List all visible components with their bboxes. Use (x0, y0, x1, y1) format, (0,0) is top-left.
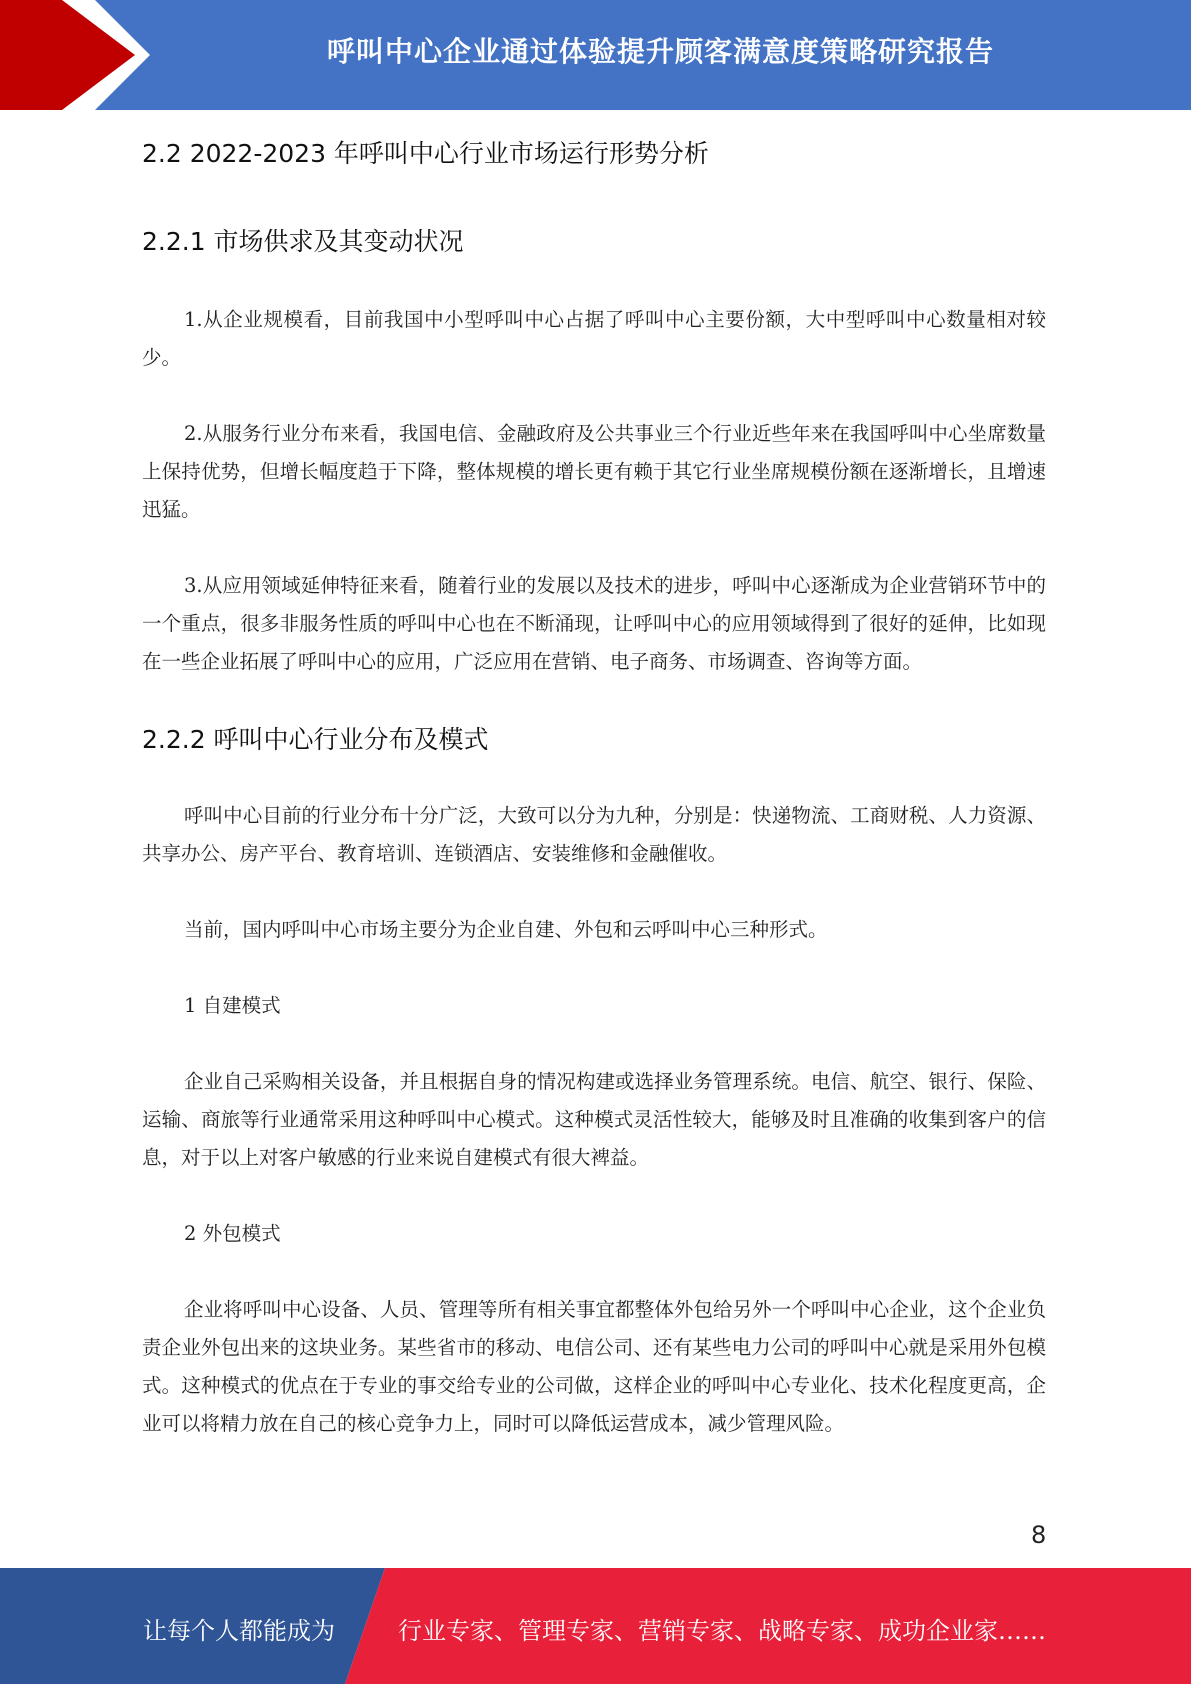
section-heading-2-2-1: 2.2.1 市场供求及其变动状况 (142, 227, 464, 256)
report-title: 呼叫中心企业通过体验提升顾客满意度策略研究报告 (326, 35, 994, 68)
paragraph: 企业将呼叫中心设备、人员、管理等所有相关事宜都整体外包给另外一个呼叫中心企业，这个企业负责企业外包出来的这块业务。某些省市的移动、电信公司、还有某些电力公司的呼叫中心就是采用外包模式。这种模式的优点在于专业的事交给专业的公司做，这样企业的呼叫中心专业化、技术化程度更高，企业可以将精力放在自己的核心竞争力上，同时可以降低运营成本，减少管理风险。 (142, 1298, 1046, 1435)
paragraph: 当前，国内呼叫中心市场主要分为企业自建、外包和云呼叫中心三种形式。 (184, 918, 828, 941)
paragraph: 3.从应用领域延伸特征来看，随着行业的发展以及技术的进步，呼叫中心逐渐成为企业营销环节中的一个重点，很多非服务性质的呼叫中心也在不断涌现，让呼叫中心的应用领域得到了很好的延伸，比如现在一些企业拓展了呼叫中心的应用，广泛应用在营销、电子商务、市场调查、咨询等方面。 (142, 574, 1046, 673)
subheading-self-built: 1 自建模式 (184, 994, 281, 1017)
paragraph: 1.从企业规模看，目前我国中小型呼叫中心占据了呼叫中心主要份额，大中型呼叫中心数量相对较少。 (142, 308, 1046, 369)
paragraph: 2.从服务行业分布来看，我国电信、金融政府及公共事业三个行业近些年来在我国呼叫中心坐席数量上保持优势，但增长幅度趋于下降，整体规模的增长更有赖于其它行业坐席规模份额在逐渐增长，且增速迅猛。 (142, 422, 1046, 521)
page-number: 8 (1031, 1521, 1047, 1549)
footer-slogan-right: 行业专家、管理专家、营销专家、战略专家、成功企业家…… (398, 1617, 1046, 1645)
section-heading-2-2: 2.2 2022-2023 年呼叫中心行业市场运行形势分析 (142, 139, 709, 168)
paragraph: 呼叫中心目前的行业分布十分广泛，大致可以分为九种，分别是：快递物流、工商财税、人力资源、共享办公、房产平台、教育培训、连锁酒店、安装维修和金融催收。 (142, 804, 1046, 865)
page-footer (0, 1568, 1191, 1684)
section-heading-2-2-2: 2.2.2 呼叫中心行业分布及模式 (142, 725, 489, 754)
footer-slogan-left: 让每个人都能成为 (143, 1617, 335, 1645)
paragraph: 企业自己采购相关设备，并且根据自身的情况构建或选择业务管理系统。电信、航空、银行、保险、运输、商旅等行业通常采用这种呼叫中心模式。这种模式灵活性较大，能够及时且准确的收集到客户的信息，对于以上对客户敏感的行业来说自建模式有很大裨益。 (142, 1070, 1046, 1169)
page-header (0, 0, 1191, 110)
subheading-outsourcing: 2 外包模式 (184, 1222, 281, 1245)
